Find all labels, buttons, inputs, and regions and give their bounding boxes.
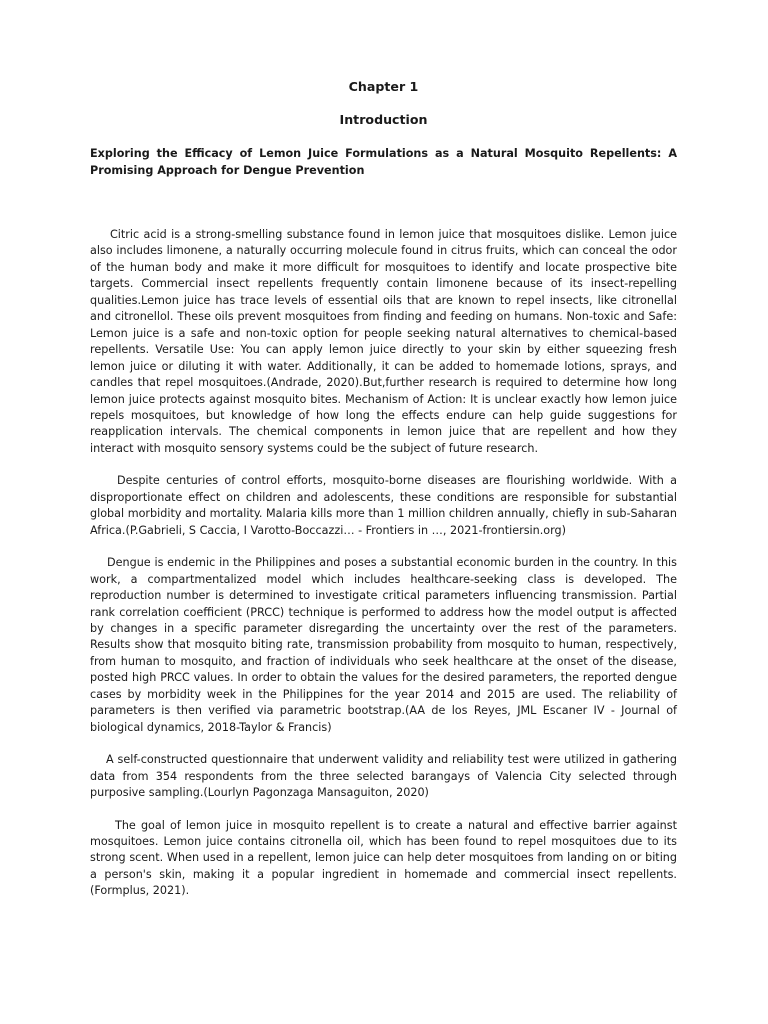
- document-subtitle: Exploring the Efficacy of Lemon Juice Formulations as a Natural Mosquito Repellents: A Promising Approach for Dengue Prevention: [90, 147, 677, 177]
- paragraph-questionnaire: A self-constructed questionnaire that underwent validity and reliability test were utilized in gathering data from 354 respondents from the three selected barangays of Valencia City selected through purposive sampling.(Lourlyn Pagonzaga Mansaguiton, 2020): [90, 753, 677, 800]
- paragraph-dengue-philippines: Dengue is endemic in the Philippines and poses a substantial economic burden in the country. In this work, a compartmentalized model which includes healthcare-seeking class is developed. The reproduction number is determined to investigate critical parameters influencing transmission. Partial rank correlation coefficient (PRCC) technique is performed to address how the model output is affected by changes in a specific parameter disregarding the uncertainty over the rest of the parameters. Results show that mosquito biting rate, transmission probability from mosquito to human, respectively, from human to mosquito, and fraction of individuals who seek healthcare at the onset of the disease, posted high PRCC values. In order to obtain the values for the desired parameters, the reported dengue cases by morbidity week in the Philippines for the year 2014 and 2015 are used. The reliability of parameters is then verified via parametric bootstrap.(AA de los Reyes, JML Escaner IV - Journal of biological dynamics, 2018-Taylor & Francis): [90, 556, 677, 734]
- paragraph-lemon-juice-goal: The goal of lemon juice in mosquito repellent is to create a natural and effective barrier against mosquitoes. Lemon juice contains citronella oil, which has been found to repel mosquitoes due to its strong scent. When used in a repellent, lemon juice can help deter mosquitoes from landing on or biting a person's skin, making it a popular ingredient in homemade and commercial insect repellents.(Formplus, 2021).: [90, 818, 677, 898]
- paragraph-mosquito-borne-diseases: Despite centuries of control efforts, mosquito-borne diseases are flourishing worldwide. With a disproportionate effect on children and adolescents, these conditions are responsible for substantial global morbidity and mortality. Malaria kills more than 1 million children annually, chiefly in sub-Saharan Africa.(P.Gabrieli, S Caccia, I Varotto-Boccazzi… - Frontiers in …, 2021-frontiersin.org): [90, 474, 677, 537]
- section-heading: Introduction: [339, 112, 428, 127]
- chapter-heading: Chapter 1: [348, 79, 419, 94]
- paragraph-lemon-juice-properties: Citric acid is a strong-smelling substance found in lemon juice that mosquitoes dislike. Lemon juice also includes limonene, a naturally occurring molecule found in citrus fruits, which can conceal the odor of the human body and make it more difficult for mosquitoes to identify and locate prospective bite targets. Commercial insect repellents frequently contain limonene because of its insect-repelling qualities.Lemon juice has trace levels of essential oils that are known to repel insects, like citronellal and citronellol. These oils prevent mosquitoes from finding and feeding on humans. Non-toxic and Safe: Lemon juice is a safe and non-toxic option for people seeking natural alternatives to chemical-based repellents. Versatile Use: You can apply lemon juice directly to your skin by either squeezing fresh lemon juice or diluting it with water. Additionally, it can be added to homemade lotions, sprays, and candles that repel mosquitoes.(Andrade, 2020).But,further research is required to determine how long lemon juice protects against mosquito bites. Mechanism of Action: It is unclear exactly how lemon juice repels mosquitoes, but knowledge of how long the effects endure can help guide suggestions for reapplication intervals. The chemical components in lemon juice that are repellent and how they interact with mosquito sensory systems could be the subject of future research.: [90, 228, 677, 455]
